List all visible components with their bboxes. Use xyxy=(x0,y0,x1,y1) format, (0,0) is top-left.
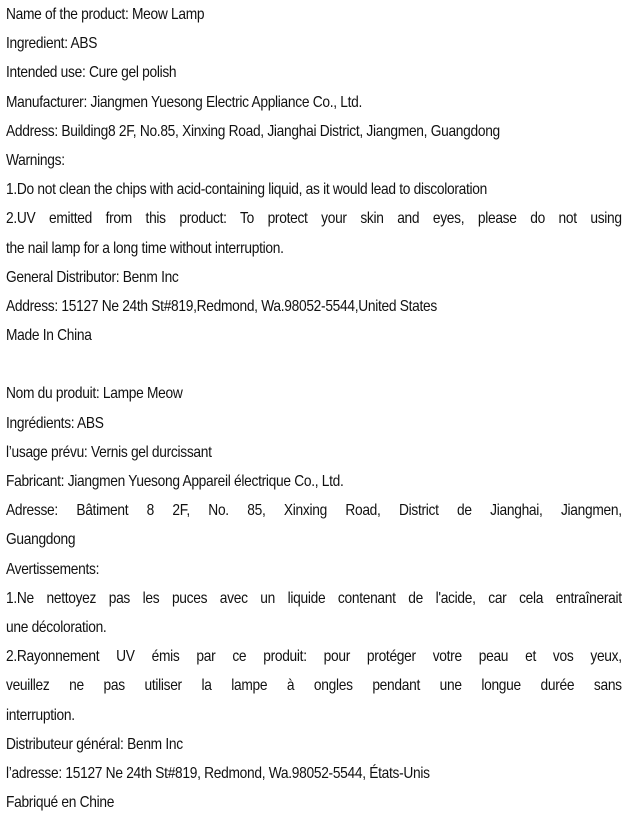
ingredient-line-fr: Ingrédients: ABS xyxy=(6,414,104,432)
distributor-address-line: Address: 15127 Ne 24th St#819,Redmond, Wa.98052-5544,United States xyxy=(6,297,437,315)
section-spacer xyxy=(6,350,622,379)
french-section xyxy=(6,379,622,817)
warnings-heading: Warnings: xyxy=(6,151,65,169)
product-label-document xyxy=(6,0,622,817)
manufacturer-address-line-fr: Adresse: Bâtiment 8 2F, No. 85, Xinxing Road, District de Jianghai, Jiangmen, xyxy=(6,502,622,520)
warning-2-line-fr: 2.Rayonnement UV émis par ce produit: pour protéger votre peau et vos yeux, xyxy=(6,648,622,666)
warning-1-line-fr: 1.Ne nettoyez pas les puces avec un liquide contenant de l'acide, car cela entraînerait xyxy=(6,589,622,607)
product-name-line: Name of the product: Meow Lamp xyxy=(6,6,205,23)
distributor-address-line-fr: l’adresse: 15127 Ne 24th St#819, Redmond, Wa.98052-5544, États-Unis xyxy=(6,764,430,782)
origin-line-fr: Fabriqué en Chine xyxy=(6,794,115,812)
manufacturer-address-continuation-fr: Guangdong xyxy=(6,531,76,549)
distributor-line-fr: Distributeur général: Benm Inc xyxy=(6,735,183,753)
ingredient-line: Ingredient: ABS xyxy=(6,35,98,53)
intended-use-line: Intended use: Cure gel polish xyxy=(6,64,177,82)
warning-1-line: 1.Do not clean the chips with acid-containing liquid, as it would lead to discoloration xyxy=(6,181,487,199)
product-name-line-fr: Nom du produit: Lampe Meow xyxy=(6,385,183,403)
warning-2-continuation: the nail lamp for a long time without interruption. xyxy=(6,239,284,257)
intended-use-line-fr: l’usage prévu: Vernis gel durcissant xyxy=(6,443,212,461)
manufacturer-line: Manufacturer: Jiangmen Yuesong Electric Appliance Co., Ltd. xyxy=(6,93,363,111)
manufacturer-line-fr: Fabricant: Jiangmen Yuesong Appareil électrique Co., Ltd. xyxy=(6,473,344,490)
warning-2-end-fr: interruption. xyxy=(6,706,75,724)
warning-2-continuation-fr: veuillez ne pas utiliser la lampe à ongles pendant une longue durée sans xyxy=(6,677,622,695)
warnings-heading-fr: Avertissements: xyxy=(6,560,100,578)
manufacturer-address-line: Address: Building8 2F, No.85, Xinxing Road, Jianghai District, Jiangmen, Guangdong xyxy=(6,122,500,140)
english-section xyxy=(6,0,622,350)
warning-2-line: 2.UV emitted from this product: To protect your skin and eyes, please do not using xyxy=(6,210,622,228)
origin-line: Made In China xyxy=(6,327,92,345)
distributor-line: General Distributor: Benm Inc xyxy=(6,268,179,286)
warning-1-continuation-fr: une décoloration. xyxy=(6,618,107,636)
